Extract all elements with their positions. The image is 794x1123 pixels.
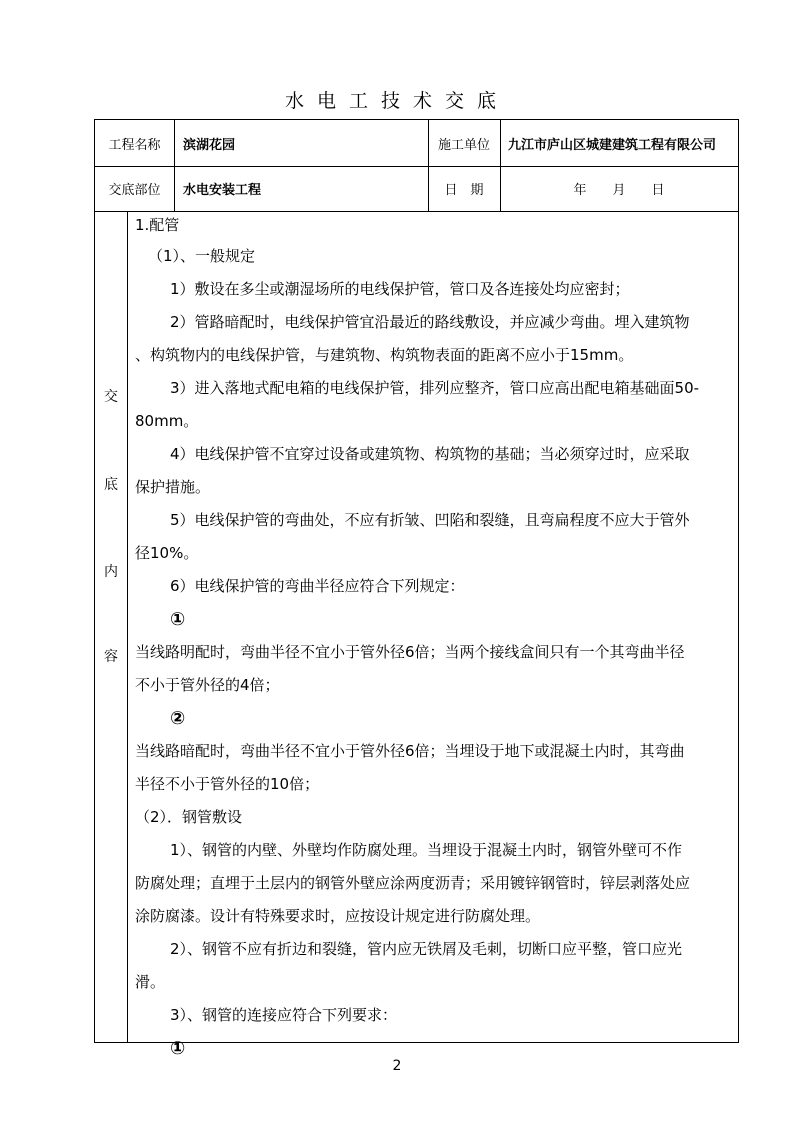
circled-number: ① [170,609,186,630]
paragraph: 涂防腐漆。设计有特殊要求时，应按设计规定进行防腐处理。 [135,907,541,925]
project-name-value: 滨湖花园 [183,137,236,153]
contractor-value: 九江市庐山区城建建筑工程有限公司 [508,137,717,153]
paragraph: 3）进入落地式配电箱的电线保护管，排列应整齐，管口应高出配电箱基础面50- [170,379,700,397]
side-label-char: 内 [104,564,118,580]
date-value: 年 月 日 [573,183,665,198]
section-heading: 1.配管 [135,216,180,234]
paragraph: 当线路暗配时，弯曲半径不宜小于管外径6倍；当埋设于地下或混凝土内时，其弯曲 [135,742,685,760]
page-number: 2 [392,1058,402,1074]
disclosure-table [94,119,739,1059]
paragraph: 1）敷设在多尘或潮湿场所的电线保护管，管口及各连接处均应密封； [170,280,630,298]
paragraph: 3）、钢管的连接应符合下列要求： [170,1006,398,1024]
col-divider [174,120,175,211]
paragraph: 5）电线保护管的弯曲处，不应有折皱、凹陷和裂缝，且弯扁程度不应大于管外 [170,511,690,529]
paragraph: 6）电线保护管的弯曲半径应符合下列规定： [170,577,465,595]
paragraph: 当线路明配时，弯曲半径不宜小于管外径6倍；当两个接线盒间只有一个其弯曲半径 [135,643,685,661]
paragraph: 2）管路暗配时，电线保护管宜沿最近的路线敷设，并应减少弯曲。埋入建筑物 [170,313,690,331]
subsection-heading: （2）．钢管敷设 [135,808,243,826]
date-label: 日 期 [444,183,484,198]
paragraph: 2）、钢管不应有折边和裂缝，管内应无铁屑及毛刺，切断口应平整，管口应光 [170,940,683,958]
paragraph: 滑。 [135,973,166,991]
paragraph: 4）电线保护管不宜穿过设备或建筑物、构筑物的基础；当必须穿过时，应采取 [170,445,690,463]
side-label-char: 交 [104,389,118,405]
document-title: 水电工技术交底 [284,90,509,112]
paragraph: 防腐处理；直埋于土层内的钢管外壁应涂两度沥青；采用镀锌钢管时，锌层剥落处应 [135,874,691,892]
side-label-char: 容 [104,649,118,665]
disclosure-content [135,210,731,1065]
section-value: 水电安装工程 [183,183,262,198]
circled-number: ① [170,1038,186,1059]
paragraph: 径10%。 [135,544,199,562]
side-label-char: 底 [104,477,118,493]
paragraph: 半径不小于管外径的10倍； [135,775,320,793]
section-label: 交底部位 [108,183,161,198]
paragraph: 80mm。 [135,412,199,430]
paragraph: 1）、钢管的内壁、外壁均作防腐处理。当埋设于混凝土内时，钢管外壁可不作 [170,841,683,859]
contractor-label: 施工单位 [437,137,490,153]
subsection-heading: （1）、一般规定 [148,247,256,265]
col-divider [127,211,128,1042]
paragraph: 不小于管外径的4倍； [135,676,280,694]
project-name-label: 工程名称 [108,137,161,153]
paragraph: 、构筑物内的电线保护管，与建筑物、构筑物表面的距离不应小于15mm。 [135,346,634,364]
paragraph: 保护措施。 [135,478,211,496]
circled-number: ② [170,708,186,729]
